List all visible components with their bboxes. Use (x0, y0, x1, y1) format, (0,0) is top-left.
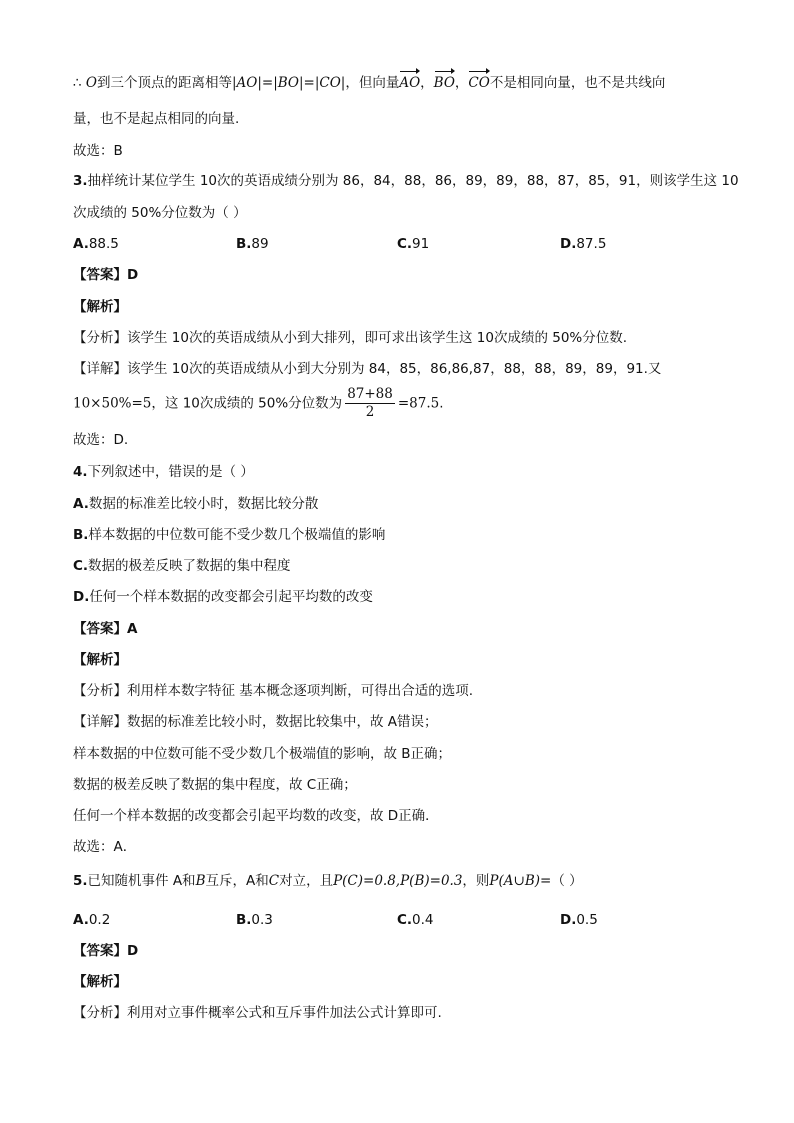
option-letter: D. (560, 236, 577, 252)
q3-option-d (560, 235, 606, 253)
option-text: 任何一个样本数据的改变都会引起平均数的改变 (89, 589, 373, 605)
probability-given: P(C)=0.8,P(B)=0.3 (333, 873, 463, 889)
q3-stem-2: 次成绩的 50%分位数为（ ） (73, 205, 247, 221)
point-o: O (85, 75, 97, 91)
question-number: 4. (73, 464, 88, 480)
q4-stem (73, 463, 254, 481)
vector-magnitude-equation: |AO|=|BO|=|CO| (231, 75, 346, 91)
q4-detail-4: 任何一个样本数据的改变都会引起平均数的改变，故 D正确． (73, 808, 439, 824)
option-text: 0.3 (251, 912, 273, 928)
event-b: B (195, 873, 206, 889)
prev-conclusion-line-2: 量，也不是起点相同的向量. (73, 111, 240, 127)
option-letter: C. (397, 912, 413, 928)
option-text: 0.5 (576, 912, 598, 928)
text-segment: 对立，且 (279, 873, 334, 889)
q5-jiexi: 【解析】 (73, 974, 127, 990)
q4-option-a (73, 495, 318, 513)
event-c: C (268, 873, 280, 889)
q4-answer: 【答案】A (73, 621, 138, 637)
question-number: 5. (73, 873, 88, 889)
q4-choose: 故选：A． (73, 839, 137, 855)
question-text: 下列叙述中，错误的是（ ） (87, 464, 254, 480)
separator: ， (454, 75, 469, 91)
fraction-numerator: 87+88 (347, 386, 393, 402)
q4-detail-3: 数据的极差反映了数据的集中程度，故 C正确； (73, 777, 357, 793)
option-letter: B. (236, 912, 252, 928)
option-letter: C. (397, 236, 413, 252)
text-segment: . (439, 395, 444, 412)
option-text: 样本数据的中位数可能不受少数几个极端值的影响 (88, 527, 386, 543)
q4-detail-2: 样本数据的中位数可能不受少数几个极端值的影响，故 B正确； (73, 746, 452, 762)
q4-option-c (73, 557, 291, 575)
q5-option-d (560, 911, 598, 929)
prev-choose: 故选：B (73, 143, 123, 159)
q4-jiexi: 【解析】 (73, 652, 127, 668)
q3-analysis: 【分析】该学生 10次的英语成绩从小到大排列，即可求出该学生这 10次成绩的 50%分位数. (73, 330, 628, 346)
q3-option-c (397, 235, 429, 253)
option-text: 88.5 (88, 236, 119, 252)
text-segment: ，这 10次成绩的 50%分位数为 (151, 395, 343, 412)
q5-option-a (73, 911, 110, 929)
option-letter: B. (236, 236, 252, 252)
fraction (345, 386, 395, 421)
q4-detail: 【详解】数据的标准差比较小时，数据比较集中，故 A错误； (73, 714, 438, 730)
vector-co: CO (468, 75, 490, 91)
option-letter: B. (73, 527, 89, 543)
option-text: 0.2 (88, 912, 111, 928)
q3-stem (73, 172, 739, 190)
option-letter: A. (73, 496, 89, 512)
text-segment: 互斥，A和 (205, 873, 269, 889)
q3-option-b (236, 235, 269, 253)
calc-result: =87.5 (397, 395, 440, 412)
calc-expression: 10×50%=5 (73, 395, 152, 412)
q4-option-d (73, 588, 373, 606)
option-letter: A. (73, 236, 89, 252)
text-segment: 不是相同向量，也不是共线向 (489, 75, 666, 91)
fraction-denominator: 2 (365, 404, 375, 420)
q3-option-a (73, 235, 119, 253)
vector-bo: BO (433, 75, 455, 91)
q5-option-b (236, 911, 273, 929)
probability-asked: P(A∪B)= (489, 873, 552, 889)
prev-conclusion-line (73, 74, 665, 92)
q3-answer: 【答案】D (73, 267, 139, 283)
question-number: 3. (73, 173, 88, 189)
option-letter: C. (73, 558, 89, 574)
option-letter: A. (73, 912, 89, 928)
option-text: 数据的极差反映了数据的集中程度 (88, 558, 291, 574)
q5-option-c (397, 911, 434, 929)
text-segment: ，但向量 (345, 75, 400, 91)
vector-ao: AO (399, 75, 421, 91)
q5-stem (73, 872, 583, 890)
option-text: 87.5 (576, 236, 607, 252)
q3-detail: 【详解】该学生 10次的英语成绩从小到大分别为 84，85，86,86,87，88，88，89，89，91.又 (73, 361, 662, 377)
separator: ， (420, 75, 434, 91)
option-text: 89 (251, 236, 269, 252)
q5-analysis: 【分析】利用对立事件概率公式和互斥事件加法公式计算即可. (73, 1005, 442, 1021)
q3-jiexi: 【解析】 (73, 299, 127, 315)
q4-analysis: 【分析】利用样本数字特征 基本概念逐项判断，可得出合适的选项. (73, 683, 474, 699)
text-segment: ，则 (462, 873, 490, 889)
option-letter: D. (73, 589, 90, 605)
q3-calculation (73, 386, 444, 421)
option-text: 91 (412, 236, 430, 252)
text-segment: 到三个顶点的距离相等 (96, 75, 232, 91)
option-letter: D. (560, 912, 577, 928)
option-text: 数据的标准差比较小时，数据比较分散 (88, 496, 319, 512)
text-segment: （ ） (551, 873, 583, 889)
q4-option-b (73, 526, 385, 544)
q5-answer: 【答案】D (73, 943, 139, 959)
q3-choose: 故选：D. (73, 432, 129, 448)
option-text: 0.4 (412, 912, 434, 928)
therefore-symbol: ∴ (73, 75, 82, 91)
text-segment: 已知随机事件 A和 (87, 873, 196, 889)
question-text: 抽样统计某位学生 10次的英语成绩分别为 86，84，88，86，89，89，88，87，85，91，则该学生这 10 (87, 173, 739, 189)
